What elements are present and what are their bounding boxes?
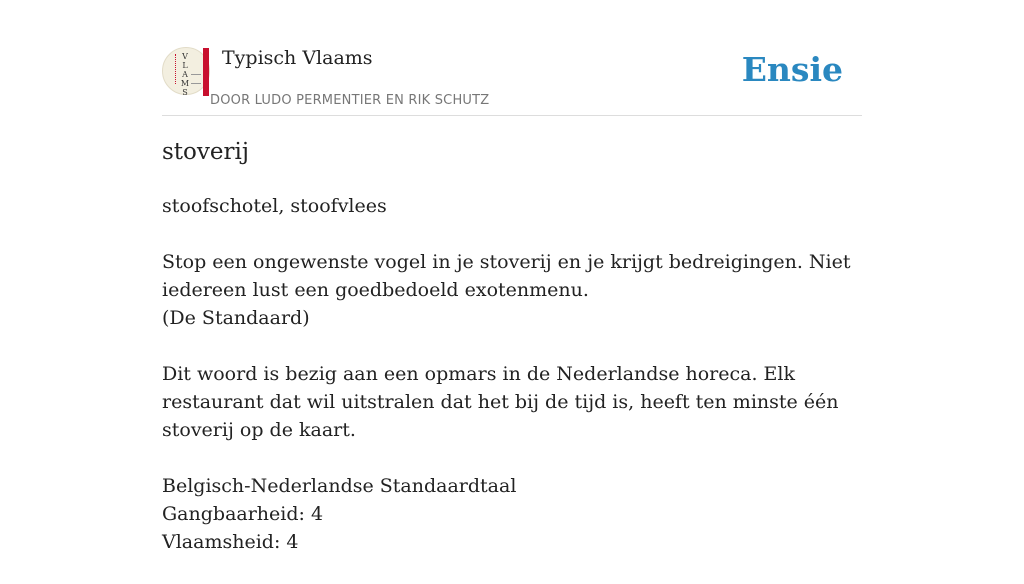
avatar-decoration-lines [191,74,201,84]
dictionary-header [162,44,862,116]
entry-definition: stoofschotel, stoofvlees [162,195,387,217]
dictionary-title[interactable]: Typisch Vlaams [222,47,373,69]
entry-headword: stoverij [162,139,249,165]
avatar-decoration-line [175,54,178,84]
example-source: (De Standaard) [162,307,310,329]
example-text: Stop een ongewenste vogel in je stoverij en je krijgt bedreigingen. Niet iedereen lust een goedbedoeld exotenmenu. [162,251,851,301]
ensie-logo[interactable]: Ensie [741,50,843,89]
avatar-red-stripe [203,48,209,96]
avatar-logo-letters: V L A M S [180,52,190,97]
entry-vlaamsheid: Vlaamsheid: 4 [162,531,299,553]
entry-gangbaarheid: Gangbaarheid: 4 [162,503,324,525]
dictionary-authors: DOOR LUDO PERMENTIER EN RIK SCHUTZ [210,93,490,108]
dictionary-avatar[interactable] [162,47,210,95]
entry-note: Dit woord is bezig aan een opmars in de Nederlandse horeca. Elk restaurant dat wil uitstralen dat het bij de tijd is, heeft ten minste één stoverij op de kaart. [162,363,839,441]
entry-content [162,192,862,584]
entry-example [162,248,862,332]
entry-classification: Belgisch-Nederlandse Standaardtaal [162,475,517,497]
entry-metadata [162,472,862,556]
